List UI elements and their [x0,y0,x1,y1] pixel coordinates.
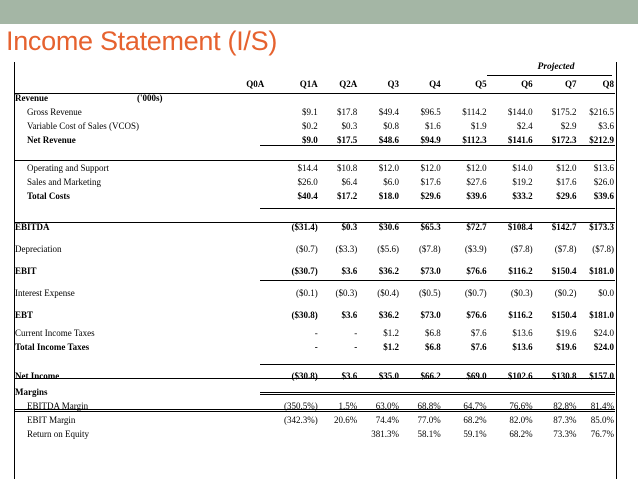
column-header: Q2A [339,79,358,89]
cell-value: 73.3% [553,429,577,439]
cell-value: $36.2 [378,266,399,276]
table-row [15,161,615,175]
cell-value [319,427,359,441]
cell-value: ($0.7) [295,244,318,254]
cell-value: $2.4 [516,121,533,131]
row-label: Current Income Taxes [15,328,95,338]
cell-value [218,282,265,304]
cell-value: ($0.1) [295,288,318,298]
cell-value [218,119,265,133]
table-row [15,238,615,260]
cell-value: $3.6 [341,310,358,320]
cell-value: $27.6 [466,177,487,187]
row-label: EBITDA [15,222,50,232]
cell-value [218,326,265,340]
table-row [15,326,615,340]
row-label: EBITDA Margin [27,401,89,411]
cell-value: - [314,328,318,338]
top-accent-bar [0,0,638,24]
row-label: Depreciation [15,244,62,254]
column-header: Q4 [429,79,441,89]
cell-value: 74.4% [375,415,399,425]
cell-value: ($31.4) [291,222,318,232]
cell-value: ($7.8) [554,244,577,254]
cell-value: $17.5 [337,135,358,145]
cell-value [218,161,265,175]
cell-value: 68.2% [509,429,533,439]
row-label: Variable Cost of Sales (VCOS) [27,121,139,131]
cell-value: $48.6 [378,135,399,145]
table-row [15,189,615,203]
cell-value: ($7.8) [418,244,441,254]
table-row [15,427,615,441]
cell-value: 85.0% [590,415,614,425]
cell-value: $73.0 [420,266,441,276]
cell-value: $102.6 [507,371,533,381]
cell-value [218,260,265,282]
cell-value: ($30.7) [291,266,318,276]
cell-value: $35.0 [378,371,399,381]
cell-value [218,238,265,260]
cell-value: ($3.9) [464,244,487,254]
cell-value: ($5.6) [377,244,399,254]
cell-value: $76.6 [466,266,487,276]
cell-value: ($0.4) [377,288,399,298]
cell-value: $12.0 [466,163,487,173]
cell-value: ($30.8) [291,371,318,381]
cell-value: $69.0 [466,371,487,381]
cell-value: ($30.8) [291,310,318,320]
table-row [15,368,615,385]
cell-value: $66.2 [420,371,441,381]
column-header: Q3 [387,79,399,89]
cell-value: $112.3 [462,135,487,145]
unit-label: ('000s) [137,93,163,103]
cell-value: $181.0 [589,266,614,276]
cell-value: $40.4 [297,191,318,201]
cell-value [265,427,318,441]
cell-value: $6.8 [424,342,441,352]
cell-value: $142.7 [551,222,577,232]
cell-value: $12.0 [420,163,441,173]
cell-value [218,399,265,413]
cell-value: $6.4 [341,177,358,187]
cell-value: ($0.5) [418,288,441,298]
cell-value: $216.5 [589,107,614,117]
table-row [15,175,615,189]
cell-value: $73.0 [420,310,441,320]
row-label: EBT [15,310,34,320]
section-header-margins [15,385,615,399]
cell-value: $33.2 [512,191,533,201]
cell-value [218,427,265,441]
column-header: Q5 [475,79,487,89]
cell-value: (342.3%) [283,415,318,425]
cell-value: $144.0 [507,107,533,117]
spacer-row [15,203,615,217]
cell-value: $9.0 [301,135,318,145]
column-header: Q6 [521,79,533,89]
cell-value: 63.0% [375,401,399,411]
cell-value: $3.6 [341,266,358,276]
cell-value [218,175,265,189]
cell-value: $29.6 [556,191,577,201]
cell-value: $172.3 [551,135,577,145]
cell-value: 76.7% [590,429,614,439]
cell-value [218,304,265,326]
cell-value: (350.5%) [283,401,318,411]
cell-value: 76.6% [509,401,533,411]
cell-value: $39.6 [593,191,614,201]
row-label: Net Income [15,371,60,381]
cell-value: $114.2 [462,107,487,117]
cell-value: $13.6 [512,328,533,338]
cell-value: ($0.2) [554,288,577,298]
row-label: EBIT Margin [27,415,76,425]
cell-value: $7.6 [470,342,487,352]
cell-value: ($7.8) [592,244,614,254]
cell-value [218,368,265,385]
cell-value: ($0.3) [510,288,533,298]
cell-value: $24.0 [593,328,614,338]
cell-value: $181.0 [589,310,614,320]
cell-value: $14.0 [512,163,533,173]
spacer-row [15,354,615,368]
cell-value: $141.6 [507,135,533,145]
cell-value [218,189,265,203]
row-label: Total Income Taxes [15,342,90,352]
cell-value: $17.8 [337,107,358,117]
cell-value: $24.0 [593,342,614,352]
cell-value: $7.6 [470,328,487,338]
cell-value: - [354,342,358,352]
column-header: Q7 [564,79,577,89]
cell-value: $157.0 [589,371,614,381]
table-row [15,260,615,282]
table-row [15,133,615,147]
cell-value: $212.9 [589,135,614,145]
table-row [15,105,615,119]
cell-value: $6.0 [383,177,399,187]
table-row [15,399,615,413]
section-header-revenue [15,91,615,105]
cell-value: $0.3 [341,222,358,232]
column-header: Q1A [299,79,318,89]
projected-underline [487,75,612,76]
income-statement-table [15,77,615,441]
row-label: Interest Expense [15,288,75,298]
cell-value: $2.9 [560,121,577,131]
cell-value: $150.4 [551,310,577,320]
cell-value: $26.0 [593,177,614,187]
column-header: Q8 [602,79,614,89]
cell-value: 68.8% [417,401,441,411]
cell-value: $49.4 [378,107,399,117]
table-row [15,304,615,326]
cell-value: 81.4% [590,401,614,411]
cell-value: $72.7 [466,222,487,232]
cell-value: $173.3 [589,222,614,232]
cell-value: $0.3 [341,121,358,131]
cell-value: $10.8 [337,163,358,173]
cell-value: 20.6% [334,415,358,425]
cell-value: $96.5 [420,107,441,117]
cell-value [218,133,265,147]
cell-value: 59.1% [463,429,487,439]
spacer-row [15,147,615,161]
cell-value: $1.6 [424,121,441,131]
table-row [15,340,615,354]
cell-value: - [314,342,318,352]
table-row [15,217,615,238]
cell-value: $14.4 [297,163,318,173]
cell-value: $19.2 [512,177,533,187]
cell-value [218,217,265,238]
cell-value: $17.6 [556,177,577,187]
cell-value: $9.1 [301,107,318,117]
row-label: Gross Revenue [27,107,82,117]
cell-value: $65.3 [420,222,441,232]
cell-value: $13.6 [593,163,614,173]
cell-value: $6.8 [424,328,441,338]
cell-value: 64.7% [463,401,487,411]
cell-value: 1.5% [338,401,358,411]
projected-label: Projected [537,62,575,72]
cell-value: $19.6 [556,328,577,338]
cell-value: $3.6 [598,121,614,131]
cell-value: 58.1% [417,429,441,439]
row-label: Operating and Support [27,163,109,173]
table-row [15,282,615,304]
cell-value: $175.2 [551,107,577,117]
cell-value: $0.8 [383,121,399,131]
cell-value: 77.0% [417,415,441,425]
table-row [15,119,615,133]
cell-value: ($0.3) [335,288,358,298]
cell-value: ($7.8) [510,244,533,254]
cell-value: $116.2 [508,310,533,320]
cell-value: $76.6 [466,310,487,320]
slide-title: Income Statement (I/S) [6,26,278,56]
cell-value: $12.0 [556,163,577,173]
cell-value: $94.9 [420,135,441,145]
cell-value: $0.2 [301,121,318,131]
cell-value: 381.3% [371,429,399,439]
cell-value [218,413,265,427]
cell-value: $1.2 [383,342,399,352]
cell-value: $17.6 [420,177,441,187]
section-label: Margins [15,387,48,397]
table-row [15,413,615,427]
cell-value: $13.6 [512,342,533,352]
cell-value: $19.6 [556,342,577,352]
cell-value [218,340,265,354]
cell-value: $18.0 [378,191,399,201]
cell-value: 82.0% [509,415,533,425]
cell-value: $1.9 [470,121,487,131]
cell-value: $3.6 [341,371,358,381]
row-label: Return on Equity [27,429,89,439]
cell-value: $108.4 [507,222,533,232]
column-header-row [15,77,615,91]
row-label: Net Revenue [27,135,76,145]
cell-value: $150.4 [551,266,577,276]
cell-value: $116.2 [508,266,533,276]
row-label: Sales and Marketing [27,177,101,187]
column-header: Q0A [246,79,265,89]
cell-value: $26.0 [297,177,318,187]
cell-value [218,105,265,119]
section-label: Revenue [15,93,48,103]
cell-value: $29.6 [420,191,441,201]
cell-value: $17.2 [337,191,358,201]
cell-value: $39.6 [466,191,487,201]
cell-value: 87.3% [553,415,577,425]
cell-value: 82.8% [553,401,577,411]
cell-value: $12.0 [378,163,399,173]
cell-value: ($3.3) [335,244,358,254]
cell-value: $30.6 [378,222,399,232]
cell-value: $36.2 [378,310,399,320]
cell-value: $0.0 [598,288,614,298]
cell-value: 68.2% [463,415,487,425]
cell-value: ($0.7) [464,288,487,298]
cell-value: - [354,328,358,338]
row-label: Total Costs [27,191,70,201]
row-label: EBIT [15,266,37,276]
cell-value: $130.8 [551,371,577,381]
cell-value: $1.2 [383,328,399,338]
